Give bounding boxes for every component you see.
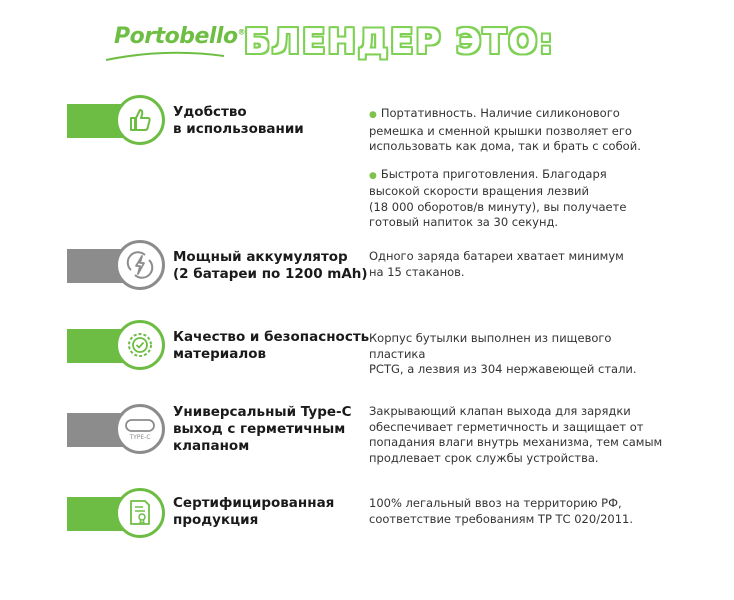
svg-text:TYPE-C: TYPE-C <box>129 434 151 441</box>
certificate-icon <box>126 498 154 528</box>
feature-description: Закрывающий клапан выхода для зарядки обеспечивает герметичность и защищает от попадания влаги внутрь механизма, тем самым продлевает срок службы устройства. <box>369 404 663 465</box>
feature-title: Сертифицированная продукция <box>173 495 335 528</box>
icon-badge <box>115 240 165 290</box>
type-c-port-icon <box>123 417 157 441</box>
thumbs-up-icon <box>126 106 154 134</box>
feature-title: Удобство в использовании <box>173 104 304 137</box>
logo-swoosh-icon <box>104 50 226 62</box>
icon-badge <box>115 488 165 538</box>
page-title: БЛЕНДЕР ЭТО: <box>244 22 555 62</box>
icon-badge <box>115 95 165 145</box>
feature-description: Корпус бутылки выполнен из пищевого пластика PCTG, а лезвия из 304 нержавеющей стали. <box>369 331 637 376</box>
feature-title: Мощный аккумулятор (2 батареи по 1200 mAh) <box>173 249 368 282</box>
icon-badge <box>115 320 165 370</box>
icon-badge <box>115 404 165 454</box>
lightning-charge-icon <box>125 250 155 280</box>
feature-description: 100% легальный ввоз на территорию РФ, соответствие требованиям ТР ТС 020/2011. <box>369 496 633 526</box>
brand-logo <box>104 24 246 64</box>
feature-description: Одного заряда батареи хватает минимум на 15 стаканов. <box>369 249 624 279</box>
feature-title: Качество и безопасность материалов <box>173 329 370 362</box>
header <box>0 0 734 80</box>
feature-title: Универсальный Type-C выход с герметичным клапаном <box>173 404 352 454</box>
feature-description: ● Портативность. Наличие силиконового ремешка и сменной крышки позволяет его использовать как дома, так и брать с собой. ● Быстрота приготовления. Благодаря высокой скорости вращения лезвий (18 000 оборотов/в минуту), вы получаете готовый напиток за 30 секунд. <box>369 106 641 229</box>
quality-seal-icon <box>125 330 155 360</box>
logo-text: Portobello® <box>114 24 246 49</box>
